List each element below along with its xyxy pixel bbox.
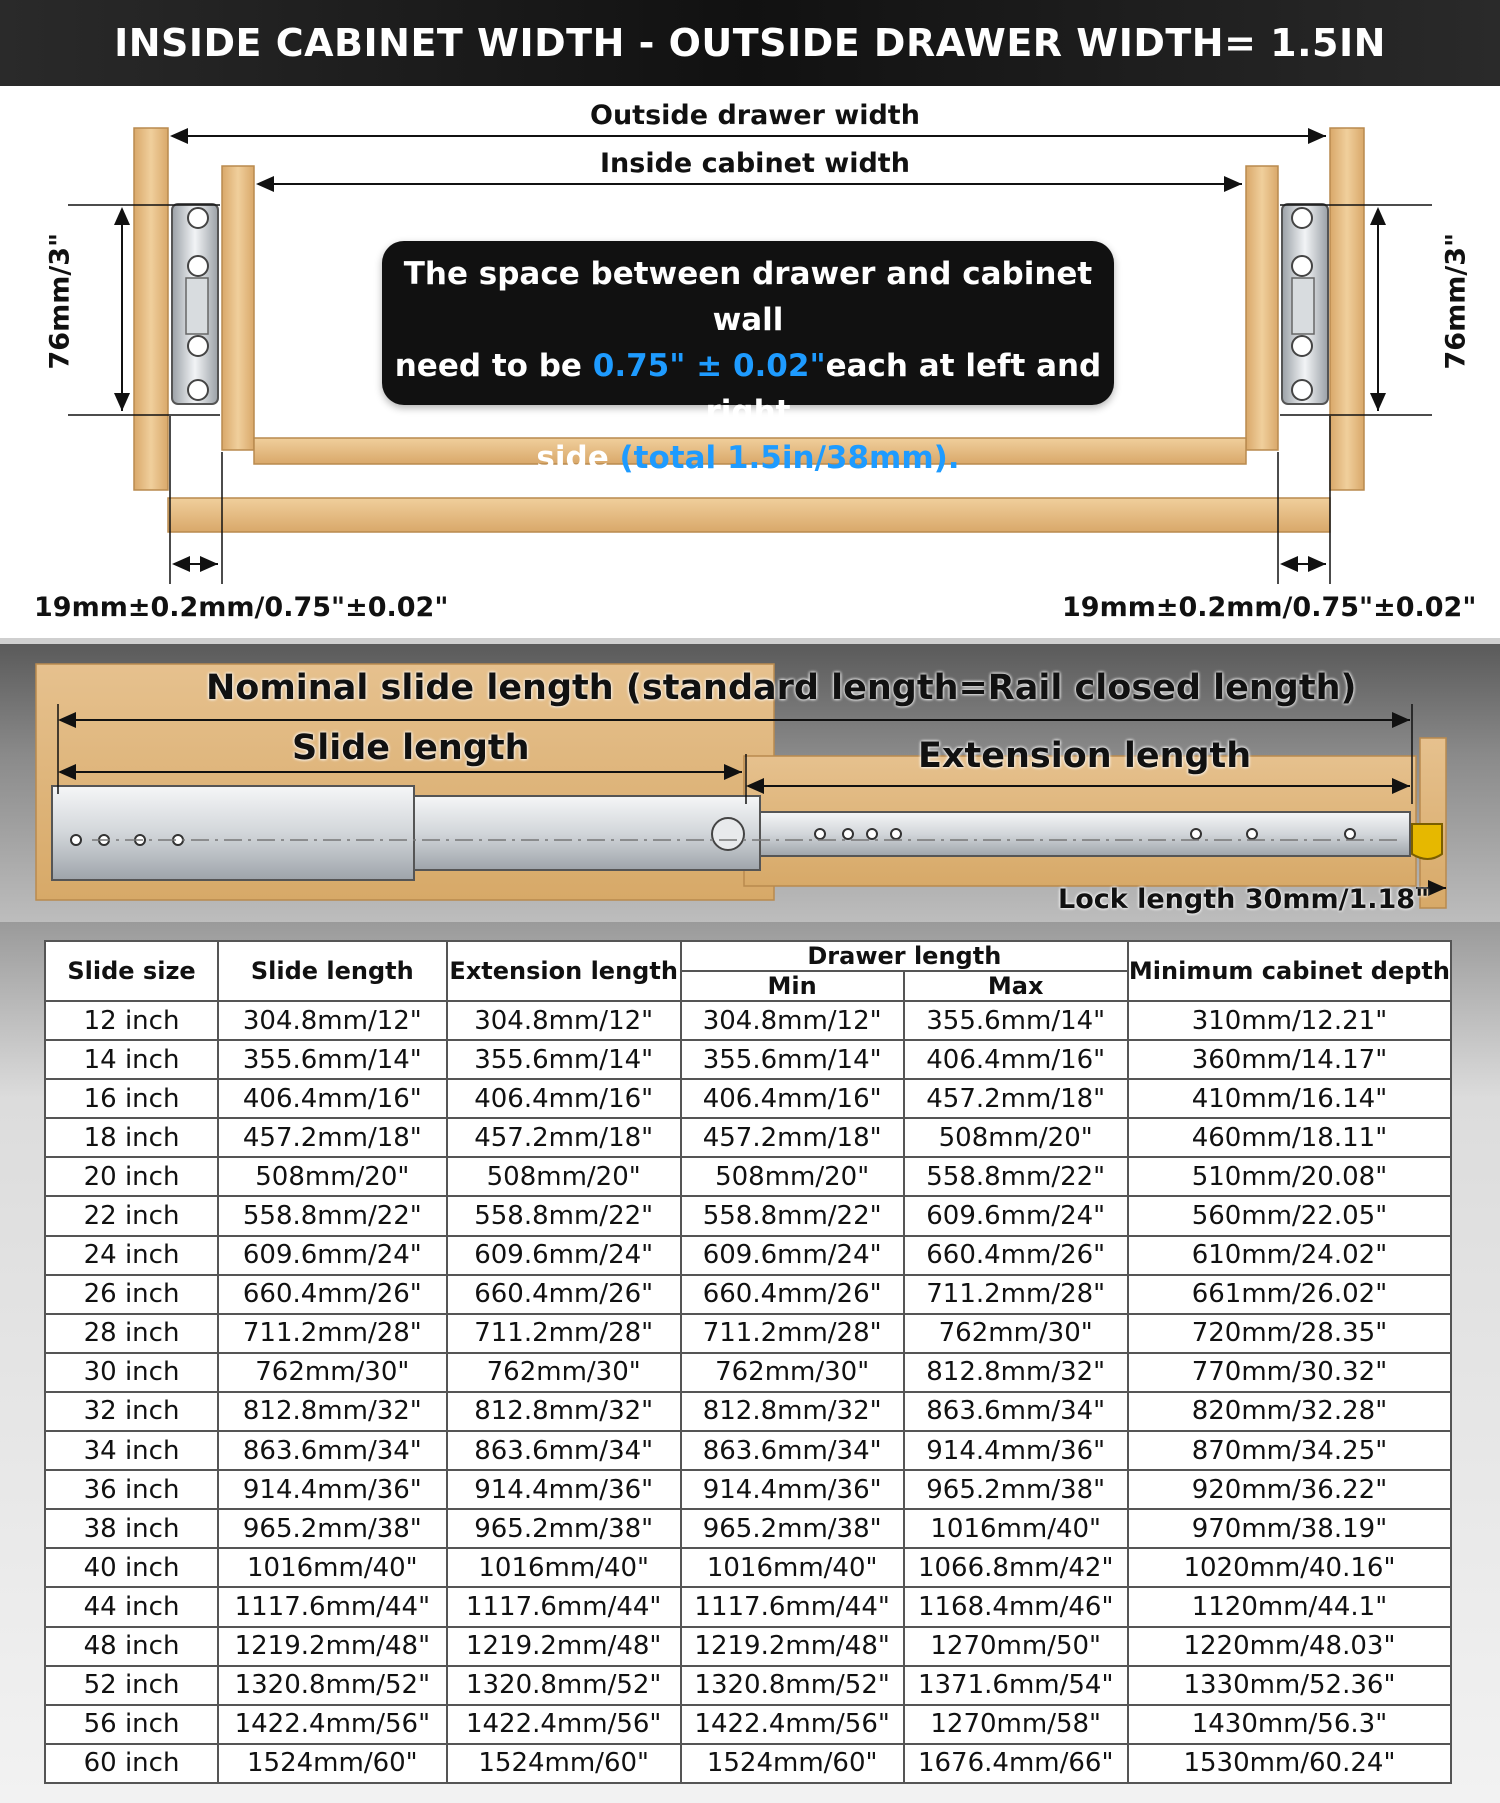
cell-slide-size: 34 inch <box>45 1431 218 1470</box>
cell-extension-length: 609.6mm/24" <box>447 1236 681 1275</box>
cell-extension-length: 1117.6mm/44" <box>447 1587 681 1626</box>
table-row <box>45 1040 1451 1079</box>
cell-drawer-min: 762mm/30" <box>681 1353 904 1392</box>
cell-drawer-max: 1168.4mm/46" <box>904 1587 1128 1626</box>
cell-min-cabinet-depth: 510mm/20.08" <box>1128 1157 1451 1196</box>
cell-min-cabinet-depth: 1220mm/48.03" <box>1128 1627 1451 1666</box>
cell-extension-length: 863.6mm/34" <box>447 1431 681 1470</box>
cell-min-cabinet-depth: 661mm/26.02" <box>1128 1275 1451 1314</box>
cell-slide-size: 16 inch <box>45 1079 218 1118</box>
table-row <box>45 1392 1451 1431</box>
cell-slide-length: 355.6mm/14" <box>218 1040 447 1079</box>
cell-slide-length: 711.2mm/28" <box>218 1314 447 1353</box>
cell-extension-length: 304.8mm/12" <box>447 1001 681 1040</box>
cell-slide-length: 1016mm/40" <box>218 1548 447 1587</box>
cell-drawer-max: 711.2mm/28" <box>904 1275 1128 1314</box>
cell-drawer-min: 1219.2mm/48" <box>681 1627 904 1666</box>
cell-min-cabinet-depth: 870mm/34.25" <box>1128 1431 1451 1470</box>
cell-slide-size: 60 inch <box>45 1744 218 1783</box>
table-row <box>45 1196 1451 1235</box>
table-row <box>45 1157 1451 1196</box>
cell-drawer-max: 914.4mm/36" <box>904 1431 1128 1470</box>
callout-total: (total 1.5in/38mm). <box>619 440 960 476</box>
cell-slide-length: 558.8mm/22" <box>218 1196 447 1235</box>
cell-drawer-min: 355.6mm/14" <box>681 1040 904 1079</box>
cell-min-cabinet-depth: 610mm/24.02" <box>1128 1236 1451 1275</box>
cell-slide-length: 812.8mm/32" <box>218 1392 447 1431</box>
table-row <box>45 1470 1451 1509</box>
right-slide-rail <box>1282 204 1328 404</box>
cell-drawer-max: 965.2mm/38" <box>904 1470 1128 1509</box>
table-row <box>45 1666 1451 1705</box>
cell-slide-size: 28 inch <box>45 1314 218 1353</box>
cell-min-cabinet-depth: 970mm/38.19" <box>1128 1509 1451 1548</box>
cell-slide-size: 20 inch <box>45 1157 218 1196</box>
cell-slide-length: 304.8mm/12" <box>218 1001 447 1040</box>
cell-drawer-max: 1066.8mm/42" <box>904 1548 1128 1587</box>
cell-slide-length: 609.6mm/24" <box>218 1236 447 1275</box>
cell-extension-length: 1016mm/40" <box>447 1548 681 1587</box>
cell-slide-length: 660.4mm/26" <box>218 1275 447 1314</box>
cell-slide-length: 508mm/20" <box>218 1157 447 1196</box>
cell-drawer-min: 914.4mm/36" <box>681 1470 904 1509</box>
cell-min-cabinet-depth: 410mm/16.14" <box>1128 1079 1451 1118</box>
cell-extension-length: 1219.2mm/48" <box>447 1627 681 1666</box>
callout-line-3: side (total 1.5in/38mm). <box>536 440 960 476</box>
cell-drawer-max: 1270mm/50" <box>904 1627 1128 1666</box>
cell-slide-size: 44 inch <box>45 1587 218 1626</box>
cell-min-cabinet-depth: 720mm/28.35" <box>1128 1314 1451 1353</box>
page-title: INSIDE CABINET WIDTH - OUTSIDE DRAWER WIDTH= 1.5IN <box>0 0 1500 86</box>
cell-drawer-min: 1524mm/60" <box>681 1744 904 1783</box>
cell-drawer-max: 355.6mm/14" <box>904 1001 1128 1040</box>
spec-table-section <box>0 922 1500 1803</box>
cell-drawer-max: 1270mm/58" <box>904 1705 1128 1744</box>
nominal-slide-length-label: Nominal slide length (standard length=Rail closed length) <box>206 668 1357 708</box>
cell-slide-length: 863.6mm/34" <box>218 1431 447 1470</box>
cell-slide-size: 30 inch <box>45 1353 218 1392</box>
cell-slide-length: 1219.2mm/48" <box>218 1627 447 1666</box>
right-height-label: 76mm/3" <box>1440 232 1472 370</box>
callout-tolerance: 0.75" ± 0.02" <box>592 348 826 384</box>
cell-slide-length: 457.2mm/18" <box>218 1118 447 1157</box>
lock-length-label: Lock length 30mm/1.18" <box>1058 884 1430 915</box>
cell-drawer-min: 457.2mm/18" <box>681 1118 904 1157</box>
extension-length-label: Extension length <box>918 736 1252 776</box>
header-extension-length: Extension length <box>447 941 681 1001</box>
slide-length-label: Slide length <box>292 728 530 768</box>
header-drawer-min: Min <box>681 971 904 1001</box>
header-slide-length: Slide length <box>218 941 447 1001</box>
cell-slide-size: 18 inch <box>45 1118 218 1157</box>
cell-drawer-max: 660.4mm/26" <box>904 1236 1128 1275</box>
cell-slide-size: 56 inch <box>45 1705 218 1744</box>
cell-slide-size: 24 inch <box>45 1236 218 1275</box>
cell-drawer-min: 965.2mm/38" <box>681 1509 904 1548</box>
cell-extension-length: 762mm/30" <box>447 1353 681 1392</box>
cabinet-right-wall <box>1330 128 1364 490</box>
cell-slide-size: 32 inch <box>45 1392 218 1431</box>
cell-drawer-max: 558.8mm/22" <box>904 1157 1128 1196</box>
header-drawer-length: Drawer length <box>681 941 1128 971</box>
cell-slide-size: 38 inch <box>45 1509 218 1548</box>
callout-line-1: The space between drawer and cabinet wall <box>403 256 1093 338</box>
table-row <box>45 1236 1451 1275</box>
cell-drawer-min: 558.8mm/22" <box>681 1196 904 1235</box>
cell-drawer-max: 609.6mm/24" <box>904 1196 1128 1235</box>
cell-drawer-min: 660.4mm/26" <box>681 1275 904 1314</box>
cell-drawer-min: 1016mm/40" <box>681 1548 904 1587</box>
lock-clip <box>1412 824 1442 859</box>
table-row <box>45 1353 1451 1392</box>
cell-drawer-min: 1117.6mm/44" <box>681 1587 904 1626</box>
right-gap-label: 19mm±0.2mm/0.75"±0.02" <box>1062 592 1477 623</box>
cell-slide-length: 914.4mm/36" <box>218 1470 447 1509</box>
drawer-left-side <box>222 166 254 450</box>
cell-min-cabinet-depth: 1430mm/56.3" <box>1128 1705 1451 1744</box>
cell-min-cabinet-depth: 360mm/14.17" <box>1128 1040 1451 1079</box>
cabinet-bottom <box>168 498 1330 532</box>
cell-drawer-min: 863.6mm/34" <box>681 1431 904 1470</box>
header-slide-size: Slide size <box>45 941 218 1001</box>
cell-extension-length: 558.8mm/22" <box>447 1196 681 1235</box>
cell-min-cabinet-depth: 1530mm/60.24" <box>1128 1744 1451 1783</box>
left-gap-label: 19mm±0.2mm/0.75"±0.02" <box>34 592 449 623</box>
cell-min-cabinet-depth: 920mm/36.22" <box>1128 1470 1451 1509</box>
cell-extension-length: 457.2mm/18" <box>447 1118 681 1157</box>
cell-slide-length: 1422.4mm/56" <box>218 1705 447 1744</box>
table-row <box>45 1275 1451 1314</box>
cell-drawer-min: 406.4mm/16" <box>681 1079 904 1118</box>
cell-extension-length: 1524mm/60" <box>447 1744 681 1783</box>
table-row <box>45 1744 1451 1783</box>
cell-drawer-min: 609.6mm/24" <box>681 1236 904 1275</box>
cell-drawer-min: 711.2mm/28" <box>681 1314 904 1353</box>
spec-table-body <box>45 1001 1451 1783</box>
cell-min-cabinet-depth: 770mm/30.32" <box>1128 1353 1451 1392</box>
cell-drawer-max: 1676.4mm/66" <box>904 1744 1128 1783</box>
slide-inner-member <box>760 812 1410 856</box>
table-row <box>45 1314 1451 1353</box>
table-row <box>45 1705 1451 1744</box>
left-slide-rail <box>172 204 218 404</box>
header-drawer-max: Max <box>904 971 1128 1001</box>
slide-outer-member <box>52 786 414 880</box>
cabinet-left-wall <box>134 128 168 490</box>
cell-slide-length: 1320.8mm/52" <box>218 1666 447 1705</box>
cell-slide-size: 36 inch <box>45 1470 218 1509</box>
cell-drawer-max: 457.2mm/18" <box>904 1079 1128 1118</box>
cell-extension-length: 1320.8mm/52" <box>447 1666 681 1705</box>
cell-drawer-min: 304.8mm/12" <box>681 1001 904 1040</box>
cell-drawer-max: 508mm/20" <box>904 1118 1128 1157</box>
cell-extension-length: 660.4mm/26" <box>447 1275 681 1314</box>
slide-length-diagram <box>0 644 1500 922</box>
table-row <box>45 1509 1451 1548</box>
cell-drawer-max: 1016mm/40" <box>904 1509 1128 1548</box>
cabinet-width-diagram <box>0 86 1500 638</box>
cell-min-cabinet-depth: 820mm/32.28" <box>1128 1392 1451 1431</box>
cell-slide-size: 52 inch <box>45 1666 218 1705</box>
cell-slide-size: 26 inch <box>45 1275 218 1314</box>
table-row <box>45 1548 1451 1587</box>
cell-min-cabinet-depth: 1020mm/40.16" <box>1128 1548 1451 1587</box>
cell-drawer-min: 812.8mm/32" <box>681 1392 904 1431</box>
table-row <box>45 1118 1451 1157</box>
slide-intermediate-member <box>414 796 760 870</box>
table-row <box>45 1587 1451 1626</box>
callout-line-2: need to be 0.75" ± 0.02"each at left and right <box>394 348 1102 430</box>
cell-extension-length: 355.6mm/14" <box>447 1040 681 1079</box>
cell-extension-length: 1422.4mm/56" <box>447 1705 681 1744</box>
cell-drawer-min: 1320.8mm/52" <box>681 1666 904 1705</box>
cell-min-cabinet-depth: 560mm/22.05" <box>1128 1196 1451 1235</box>
drawer-right-side <box>1246 166 1278 450</box>
cell-slide-size: 14 inch <box>45 1040 218 1079</box>
cell-slide-length: 1524mm/60" <box>218 1744 447 1783</box>
cell-drawer-max: 762mm/30" <box>904 1314 1128 1353</box>
cell-drawer-max: 812.8mm/32" <box>904 1353 1128 1392</box>
cell-slide-size: 12 inch <box>45 1001 218 1040</box>
header-min-cabinet-depth: Minimum cabinet depth <box>1128 941 1451 1001</box>
table-row <box>45 1079 1451 1118</box>
cell-min-cabinet-depth: 310mm/12.21" <box>1128 1001 1451 1040</box>
cell-extension-length: 914.4mm/36" <box>447 1470 681 1509</box>
cell-drawer-max: 1371.6mm/54" <box>904 1666 1128 1705</box>
cell-slide-length: 762mm/30" <box>218 1353 447 1392</box>
left-height-label: 76mm/3" <box>44 232 76 370</box>
table-row <box>45 1627 1451 1666</box>
cell-drawer-max: 863.6mm/34" <box>904 1392 1128 1431</box>
spacing-callout <box>382 241 1114 476</box>
cell-min-cabinet-depth: 460mm/18.11" <box>1128 1118 1451 1157</box>
cell-slide-size: 48 inch <box>45 1627 218 1666</box>
cell-drawer-max: 406.4mm/16" <box>904 1040 1128 1079</box>
inside-cabinet-width-label: Inside cabinet width <box>600 148 910 179</box>
outside-drawer-width-label: Outside drawer width <box>590 100 920 131</box>
table-row <box>45 1001 1451 1040</box>
spec-table <box>44 940 1452 1784</box>
cell-min-cabinet-depth: 1330mm/52.36" <box>1128 1666 1451 1705</box>
cell-slide-length: 1117.6mm/44" <box>218 1587 447 1626</box>
cell-drawer-min: 1422.4mm/56" <box>681 1705 904 1744</box>
cell-min-cabinet-depth: 1120mm/44.1" <box>1128 1587 1451 1626</box>
cell-extension-length: 812.8mm/32" <box>447 1392 681 1431</box>
cell-slide-length: 965.2mm/38" <box>218 1509 447 1548</box>
cell-drawer-min: 508mm/20" <box>681 1157 904 1196</box>
cell-extension-length: 508mm/20" <box>447 1157 681 1196</box>
cell-extension-length: 965.2mm/38" <box>447 1509 681 1548</box>
cell-slide-length: 406.4mm/16" <box>218 1079 447 1118</box>
cell-extension-length: 406.4mm/16" <box>447 1079 681 1118</box>
table-row <box>45 1431 1451 1470</box>
cell-slide-size: 22 inch <box>45 1196 218 1235</box>
cell-extension-length: 711.2mm/28" <box>447 1314 681 1353</box>
cell-slide-size: 40 inch <box>45 1548 218 1587</box>
